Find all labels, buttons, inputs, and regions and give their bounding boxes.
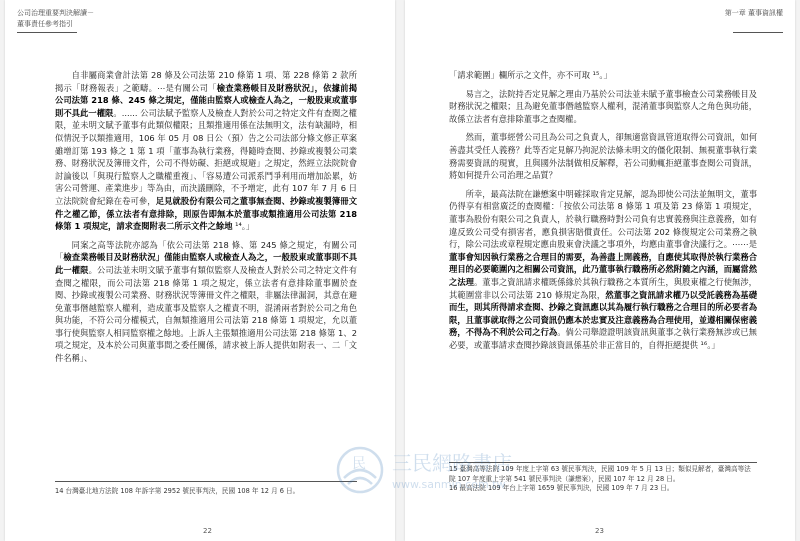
body-paragraph	[449, 188, 757, 352]
text-run: 。倘公司舉證證明該資訊與董事之執行業務無涉或已無必要，或董事請求查閱抄錄該資訊係基於非正當目的，自得拒絕提供 ¹⁶。」	[449, 327, 757, 350]
text-run: 。公司法並未明文賦予董事有類似監察人及檢查人對於公司之特定文件有查閱之權限，而公司法第 218 條第 1 項之規定，係立法者有意排除董事關於查閱、抄錄或複製公司業務、財務狀況等簿冊文件之權限，非屬法律漏洞，其意在避免董事僭越監察人權利，造成董事及監察人之權責不明，混淆兩者對於公司之角色與功能，不符公司分權模式，自無類推適用公司法第 218 條第 1 項規定，允以董事行使與監察人相同監察權之餘地。上訴人主張類推適用公司法第 218 條第 1、2 項之規定，及本於公司與董事間之委任關係，請求被上訴人提供如附表一、二「文件名稱」、	[55, 264, 357, 364]
header-rule	[17, 32, 77, 33]
emphasized-text: 足見就股份有限公司之董事無查閱、抄錄或複製簿冊文件之權乙節，係立法者有意排除，則原告即無本於董事或類推適用公司法第 218 條第 1 項規定，請求查閱附表二所示文件之餘地	[55, 195, 357, 232]
emphasized-text: 檢查業務帳目及財務狀況」僅能由監察人或檢查人為之，一般股東或董事則不具此一權限	[55, 252, 357, 275]
running-header-right	[725, 8, 783, 19]
text-run: ¹⁴。」	[232, 221, 255, 232]
body-paragraph	[55, 239, 357, 365]
text-run: 「請求範圍」欄所示之文件，亦不可取 ¹⁵。」	[449, 70, 612, 80]
watermark-url: www.sanmin.com.tw	[392, 478, 506, 491]
text-run: 所幸，最高法院在謙懋案中明確採取肯定見解，認為即使公司法並無明文，董事仍得享有相當廣泛的查閱權：「按依公司法第 8 條第 1 項及第 23 條第 1 項規定，董事為股份有限公司之負責人，於執行職務時對公司負有忠實義務與注意義務，如有違反致公司受有損害者，應負損害賠償責任。公司法第 202 條復規定公司業務之執行，除公司法或章程規定應由股東會決議之事項外，均應由董事會決議行之。⋯⋯是	[449, 188, 757, 250]
body-paragraph	[449, 131, 757, 181]
watermark-text: 三民網路書店	[392, 451, 512, 475]
footnote-14: 14 台灣臺北地方法院 108 年訴字第 2952 號民事判決，民國 108 年 12 月 6 日。	[55, 487, 300, 495]
header-title: 第一章 董事資訊權	[724, 9, 783, 17]
text-run: 易言之，法院持否定見解之理由乃基於公司法並未賦予董事檢查公司業務帳目及財務狀況之權限；且為避免董事僭越監察人權利，混淆董事與監察人之角色與功能，故係立法者有意排除董事之查閱權。	[449, 88, 757, 124]
body-paragraph	[449, 88, 757, 126]
footnote-16: 16 最高法院 109 年台上字第 1659 號民事判決，民國 109 年 7 月 23 日。	[449, 484, 674, 492]
emphasized-text: 然董事之資訊請求權乃以受託義務為基礎而生，則其所得請求查閱、抄錄之資訊應以其為履行執行職務之合理目的所必要者為限，且董事就取得之公司資訊仍應本於忠實及注意義務為合理使用，並遵相關保密義務，不得為不利於公司之行為	[449, 289, 757, 338]
text-run: 自非屬商業會計法第 28 條及公司法第 210 條第 1 項、第 228 條第 2 款所揭示「財務報表」之範疇。⋯是有關公司「	[55, 70, 357, 93]
left-body-text	[55, 69, 357, 365]
page-number: 22	[203, 527, 212, 535]
text-run: 然而，董事經營公司且為公司之負責人，卻無適當資訊管道取得公司資訊，如何善盡其受任人義務？此等否定見解乃拘泥於法條未明文的僵化限制、無視董事執行業務需要資訊的現實，且與國外法制做相反解釋，若公司動輒拒絕董事查閱公司資訊，將如何提升公司治理之品質？	[449, 132, 757, 181]
running-header-left	[17, 8, 94, 30]
text-run: 。...... 公司法賦予監察人及檢查人對於公司之特定文件有查閱之權限，並未明文賦予董事有此類似權限；且類推適用係在法無明文，法有缺漏時，相似情況予以類推適用，106 年 05 月 08 日公（預）告之公司法部分條文修正草案雖增訂第 193 條之 1 第 1 項「董事為執行業務，得隨時查閱、抄錄或複製公司業務、財務狀況及簿冊文件，公司不得妨礙、拒絕或規避」之規定，然經立法院院會討論後以「與現行監察人之職權重複」、「容易遭公司派系鬥爭利用而增加訟累，妨害公司營運、產業進步」等為由，而決議刪除，不予增定，此有 107 年 7 月 6 日立法院院會紀錄在卷可參，	[55, 107, 357, 206]
right-body-text	[449, 69, 757, 351]
emphasized-text: 檢查業務帳目及財務狀況」，依據前揭公司法第 218 條、245 條之規定，僅能由監察人或檢查人為之，一般股東或董事則不具此一權限	[55, 82, 357, 118]
footnote-15: 15 臺灣高等法院 109 年度上字第 63 號民事判決，民國 109 年 5 月 13 日；類似見解者，臺灣高等法院 107 年度重上字第 541 號民事判決（謙懋案），民國 107 年 12 月 28 日。	[449, 465, 751, 483]
watermark-mark: 民	[352, 456, 366, 472]
body-paragraph	[55, 69, 357, 233]
page-number: 23	[595, 527, 604, 535]
body-paragraph	[449, 69, 757, 82]
emphasized-text: 董事會知因執行業務之合理目的需要，為善盡上開義務，自應使其取得於執行業務合理目的必要範圍內之相關公司資訊，此乃董事執行職務所必然附隨之內涵，而屬當然之法理	[449, 251, 757, 287]
right-page	[405, 0, 795, 541]
footnote-rule	[449, 462, 757, 463]
header-subtitle: 董事責任參考指引	[17, 20, 73, 28]
footnotes	[449, 465, 757, 494]
text-run: 同案之高等法院亦認為「依公司法第 218 條、第 245 條之規定，有關公司「	[55, 239, 357, 263]
header-title: 公司治理重要判決解讀－	[17, 9, 94, 17]
header-rule	[733, 32, 783, 33]
text-run: 。董事之資訊請求權既係緣於其執行職務之本質所生，與股東權之行使無涉，其範圍當非以公司法第 210 條規定為限，	[449, 276, 757, 300]
footnote-rule	[55, 481, 357, 482]
left-page	[5, 0, 395, 541]
